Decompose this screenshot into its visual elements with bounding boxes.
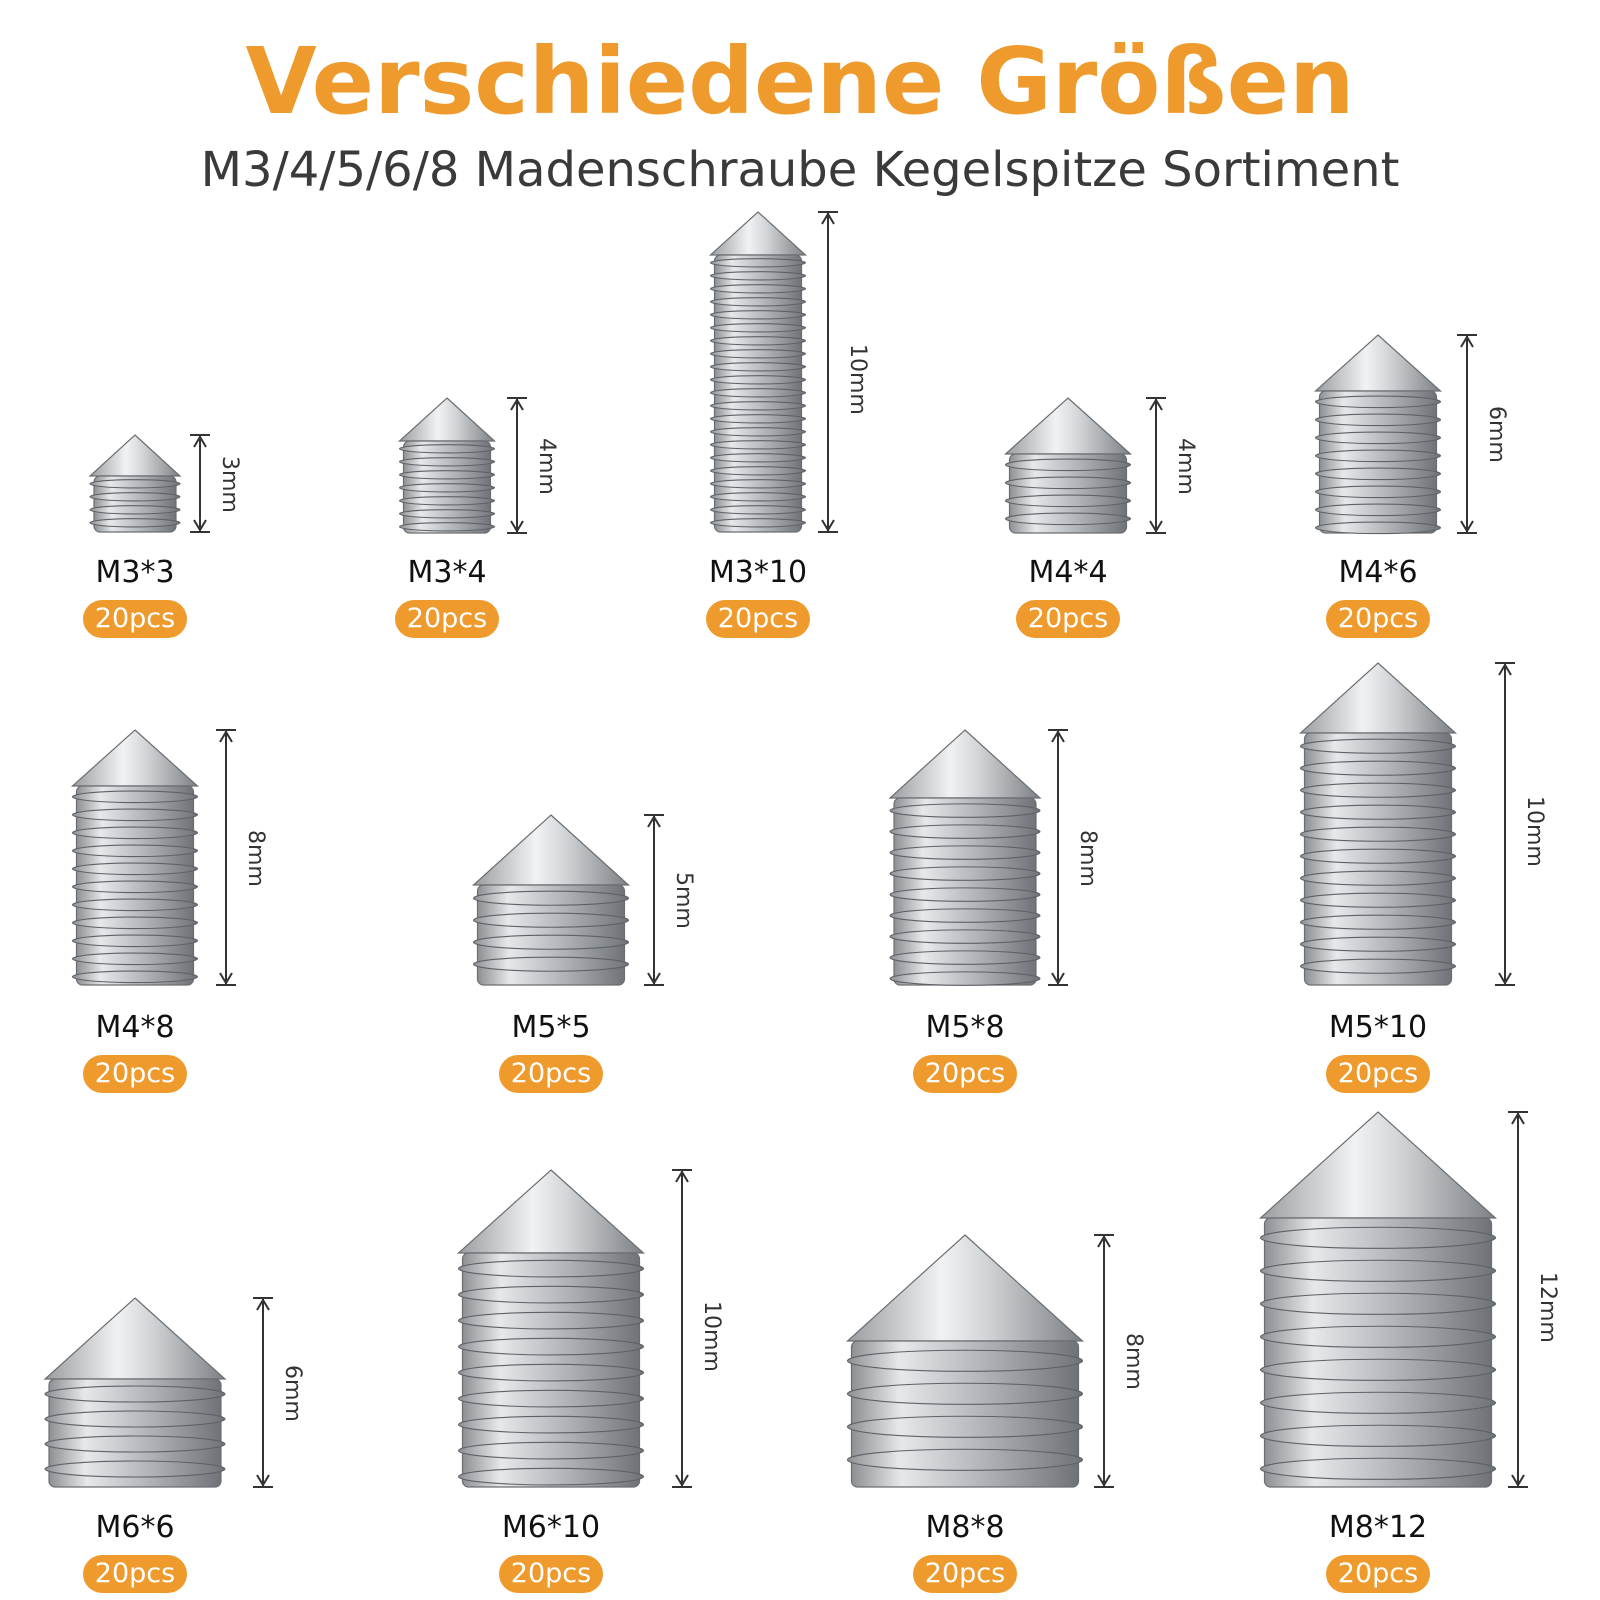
screw-size-label: M6*6	[95, 1510, 175, 1545]
quantity-badge: 20pcs	[1326, 1055, 1430, 1093]
length-dimension-label: 4mm	[534, 437, 559, 495]
quantity-badge: 20pcs	[83, 1555, 187, 1593]
quantity-badge: 20pcs	[913, 1055, 1017, 1093]
length-dimension-label: 8mm	[1121, 1333, 1146, 1390]
screw-size-label: M6*10	[501, 1510, 601, 1545]
screw-size-label: M3*10	[708, 555, 808, 590]
length-dimension-label: 10mm	[1522, 796, 1547, 867]
length-dimension-label: 8mm	[1075, 829, 1100, 887]
length-dimension-label: 3mm	[217, 455, 242, 513]
screw-size-label: M5*5	[511, 1010, 591, 1045]
quantity-badge: 20pcs	[1016, 600, 1120, 638]
page-subtitle: M3/4/5/6/8 Madenschraube Kegelspitze Sortiment	[200, 142, 1400, 198]
quantity-badge: 20pcs	[499, 1055, 603, 1093]
length-dimension-label: 5mm	[671, 872, 696, 929]
quantity-badge: 20pcs	[395, 600, 499, 638]
length-dimension-label: 10mm	[845, 344, 870, 415]
screw-size-label: M3*4	[407, 555, 487, 590]
screw-size-label: M4*6	[1338, 555, 1418, 590]
screw-size-label: M5*10	[1328, 1010, 1428, 1045]
quantity-badge: 20pcs	[499, 1555, 603, 1593]
length-dimension-label: 12mm	[1535, 1271, 1560, 1343]
quantity-badge: 20pcs	[1326, 1555, 1430, 1593]
length-dimension-label: 4mm	[1173, 437, 1198, 495]
quantity-badge: 20pcs	[706, 600, 810, 638]
length-dimension-label: 8mm	[243, 829, 268, 887]
screw-size-label: M8*12	[1328, 1510, 1428, 1545]
screw-size-label: M3*3	[95, 555, 175, 590]
screw-size-label: M8*8	[925, 1510, 1005, 1545]
length-dimension-label: 10mm	[699, 1300, 724, 1372]
quantity-badge: 20pcs	[83, 1055, 187, 1093]
screw-size-label: M4*4	[1028, 555, 1108, 590]
screw-size-label: M4*8	[95, 1010, 175, 1045]
length-dimension-label: 6mm	[1484, 406, 1509, 463]
quantity-badge: 20pcs	[83, 600, 187, 638]
page-title: Verschiedene Größen	[245, 28, 1355, 135]
length-dimension-label: 6mm	[280, 1364, 305, 1422]
quantity-badge: 20pcs	[1326, 600, 1430, 638]
quantity-badge: 20pcs	[913, 1555, 1017, 1593]
screw-size-label: M5*8	[925, 1010, 1005, 1045]
